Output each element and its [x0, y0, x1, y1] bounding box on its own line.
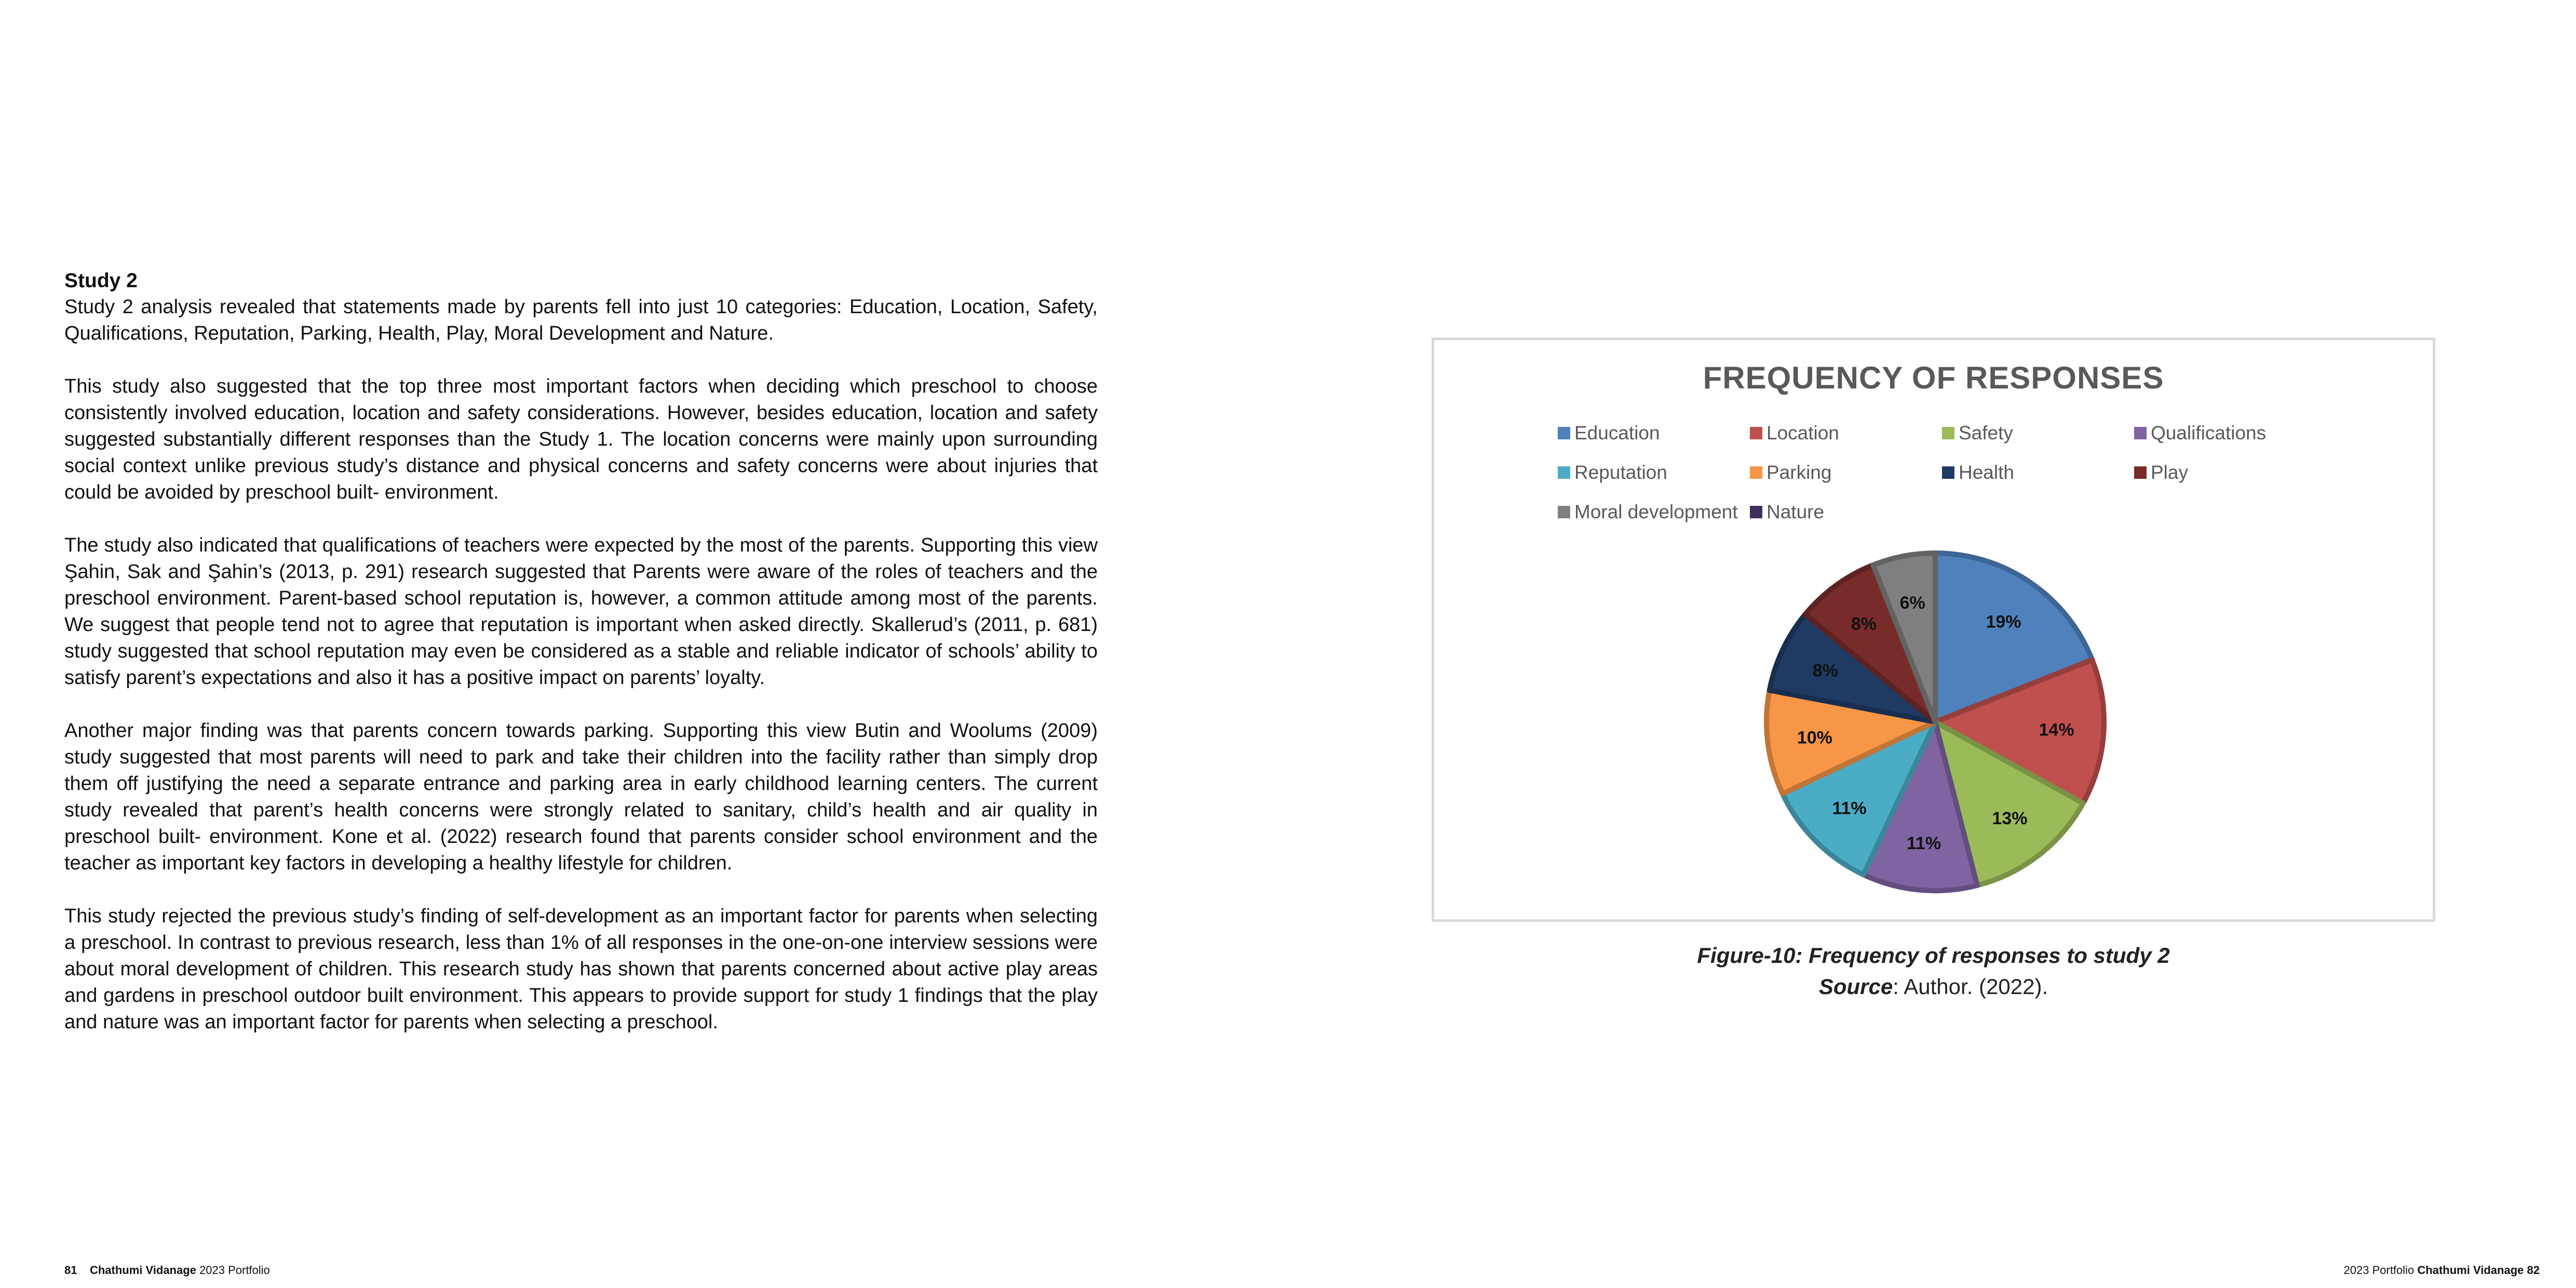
right-footer-author: Chathumi Vidanage: [2417, 1264, 2524, 1277]
legend-label: Play: [2151, 462, 2188, 483]
pie-chart: [1434, 340, 2433, 919]
pie-data-label: 19%: [1986, 612, 2021, 632]
section-heading: Study 2: [64, 270, 138, 292]
footer-right: [2344, 1264, 2540, 1277]
paragraph-3: The study also indicated that qualifications of teachers were expected by the most of the parents. Supporting this view Şahin, Sak and Şahin’s (2013, p. 291) research suggested that Parents were aware of the roles of teachers and the preschool environment. Parent-based school reputation is, however, a common attitude among most of the parents. We suggest that people tend not to agree that reputation is important when asked directly. Skallerud’s (2011, p. 681) study suggested that school reputation may even be considered as a stable and reliable indicator of schools’ ability to satisfy parent’s expectations and also it has a positive impact on parents’ loyalty.: [64, 534, 1098, 689]
paragraph-5: This study rejected the previous study’s finding of self-development as an important factor for parents when selecting a preschool. In contrast to previous research, less than 1% of all responses in the one-on-one interview sessions were about moral development of children. This research study has shown that parents concerned about active play areas and gardens in preschool outdoor built environment. This appears to provide support for study 1 findings that the play and nature was an important factor for parents when selecting a preschool.: [64, 905, 1098, 1033]
chart-title: FREQUENCY OF RESPONSES: [1703, 360, 2164, 395]
legend-label: Moral development: [1574, 501, 1738, 522]
legend-label: Location: [1766, 422, 1839, 444]
pie-data-label: 10%: [1797, 728, 1832, 748]
pie-data-label: 11%: [1832, 798, 1867, 819]
caption-source-text: : Author. (2022).: [1893, 974, 2048, 999]
pie-data-label: 8%: [1851, 614, 1877, 634]
caption-source-label: Source: [1818, 974, 1893, 999]
left-footer-suffix: 2023 Portfolio: [199, 1264, 270, 1277]
legend-label: Education: [1574, 422, 1660, 444]
right-page-number: 82: [2527, 1264, 2540, 1277]
legend-label: Nature: [1766, 501, 1825, 522]
paragraph-4: Another major finding was that parents concern towards parking. Supporting this view Butin and Woolums (2009) study suggested that most parents will need to park and take their children into the facility rather than simply drop them off justifying the need a separate entrance and parking area in early childhood learning centers. The current study revealed that parent’s health concerns were strongly related to sanitary, child’s health and air quality in preschool built- environment. Kone et al. (2022) research found that parents consider school environment and the teacher as important key factors in developing a healthy lifestyle for children.: [64, 720, 1098, 874]
legend-label: Parking: [1766, 462, 1832, 483]
caption-title: Figure-10: Frequency of responses to study 2: [1697, 943, 2170, 968]
right-footer-prefix: 2023 Portfolio: [2343, 1264, 2415, 1277]
pie-data-label: 11%: [1906, 833, 1941, 853]
pie-data-label: 13%: [1992, 808, 2028, 828]
legend-label: Safety: [1959, 422, 2013, 444]
left-page-number: 81: [64, 1264, 77, 1277]
left-page-text: [64, 267, 1098, 1062]
pie-chart-frame: [1432, 338, 2435, 922]
pie-data-label: 8%: [1812, 661, 1838, 681]
left-footer-author: Chathumi Vidanage: [89, 1264, 196, 1277]
legend-label: Reputation: [1574, 462, 1667, 483]
caption-source: [1432, 971, 2435, 1002]
paragraph-2: This study also suggested that the top three most important factors when deciding which preschool to choose consistently involved education, location and safety considerations. However, besides education, location and safety suggested substantially different responses than the Study 1. The location concerns were mainly upon surrounding social context unlike previous study’s distance and physical concerns and safety concerns were about injuries that could be avoided by preschool built- environment.: [64, 375, 1098, 503]
pie-data-label: 6%: [1899, 593, 1925, 613]
figure-caption: [1432, 940, 2435, 1002]
pie-data-label: 14%: [2039, 720, 2074, 740]
legend-label: Health: [1959, 462, 2014, 483]
paragraph-1: Study 2 analysis revealed that statements made by parents fell into just 10 categories: Education, Location, Safety, Qualifications, Reputation, Parking, Health, Play, Moral Development and Nature.: [64, 296, 1098, 344]
legend-label: Qualifications: [2151, 422, 2267, 444]
footer-left: [64, 1264, 270, 1277]
